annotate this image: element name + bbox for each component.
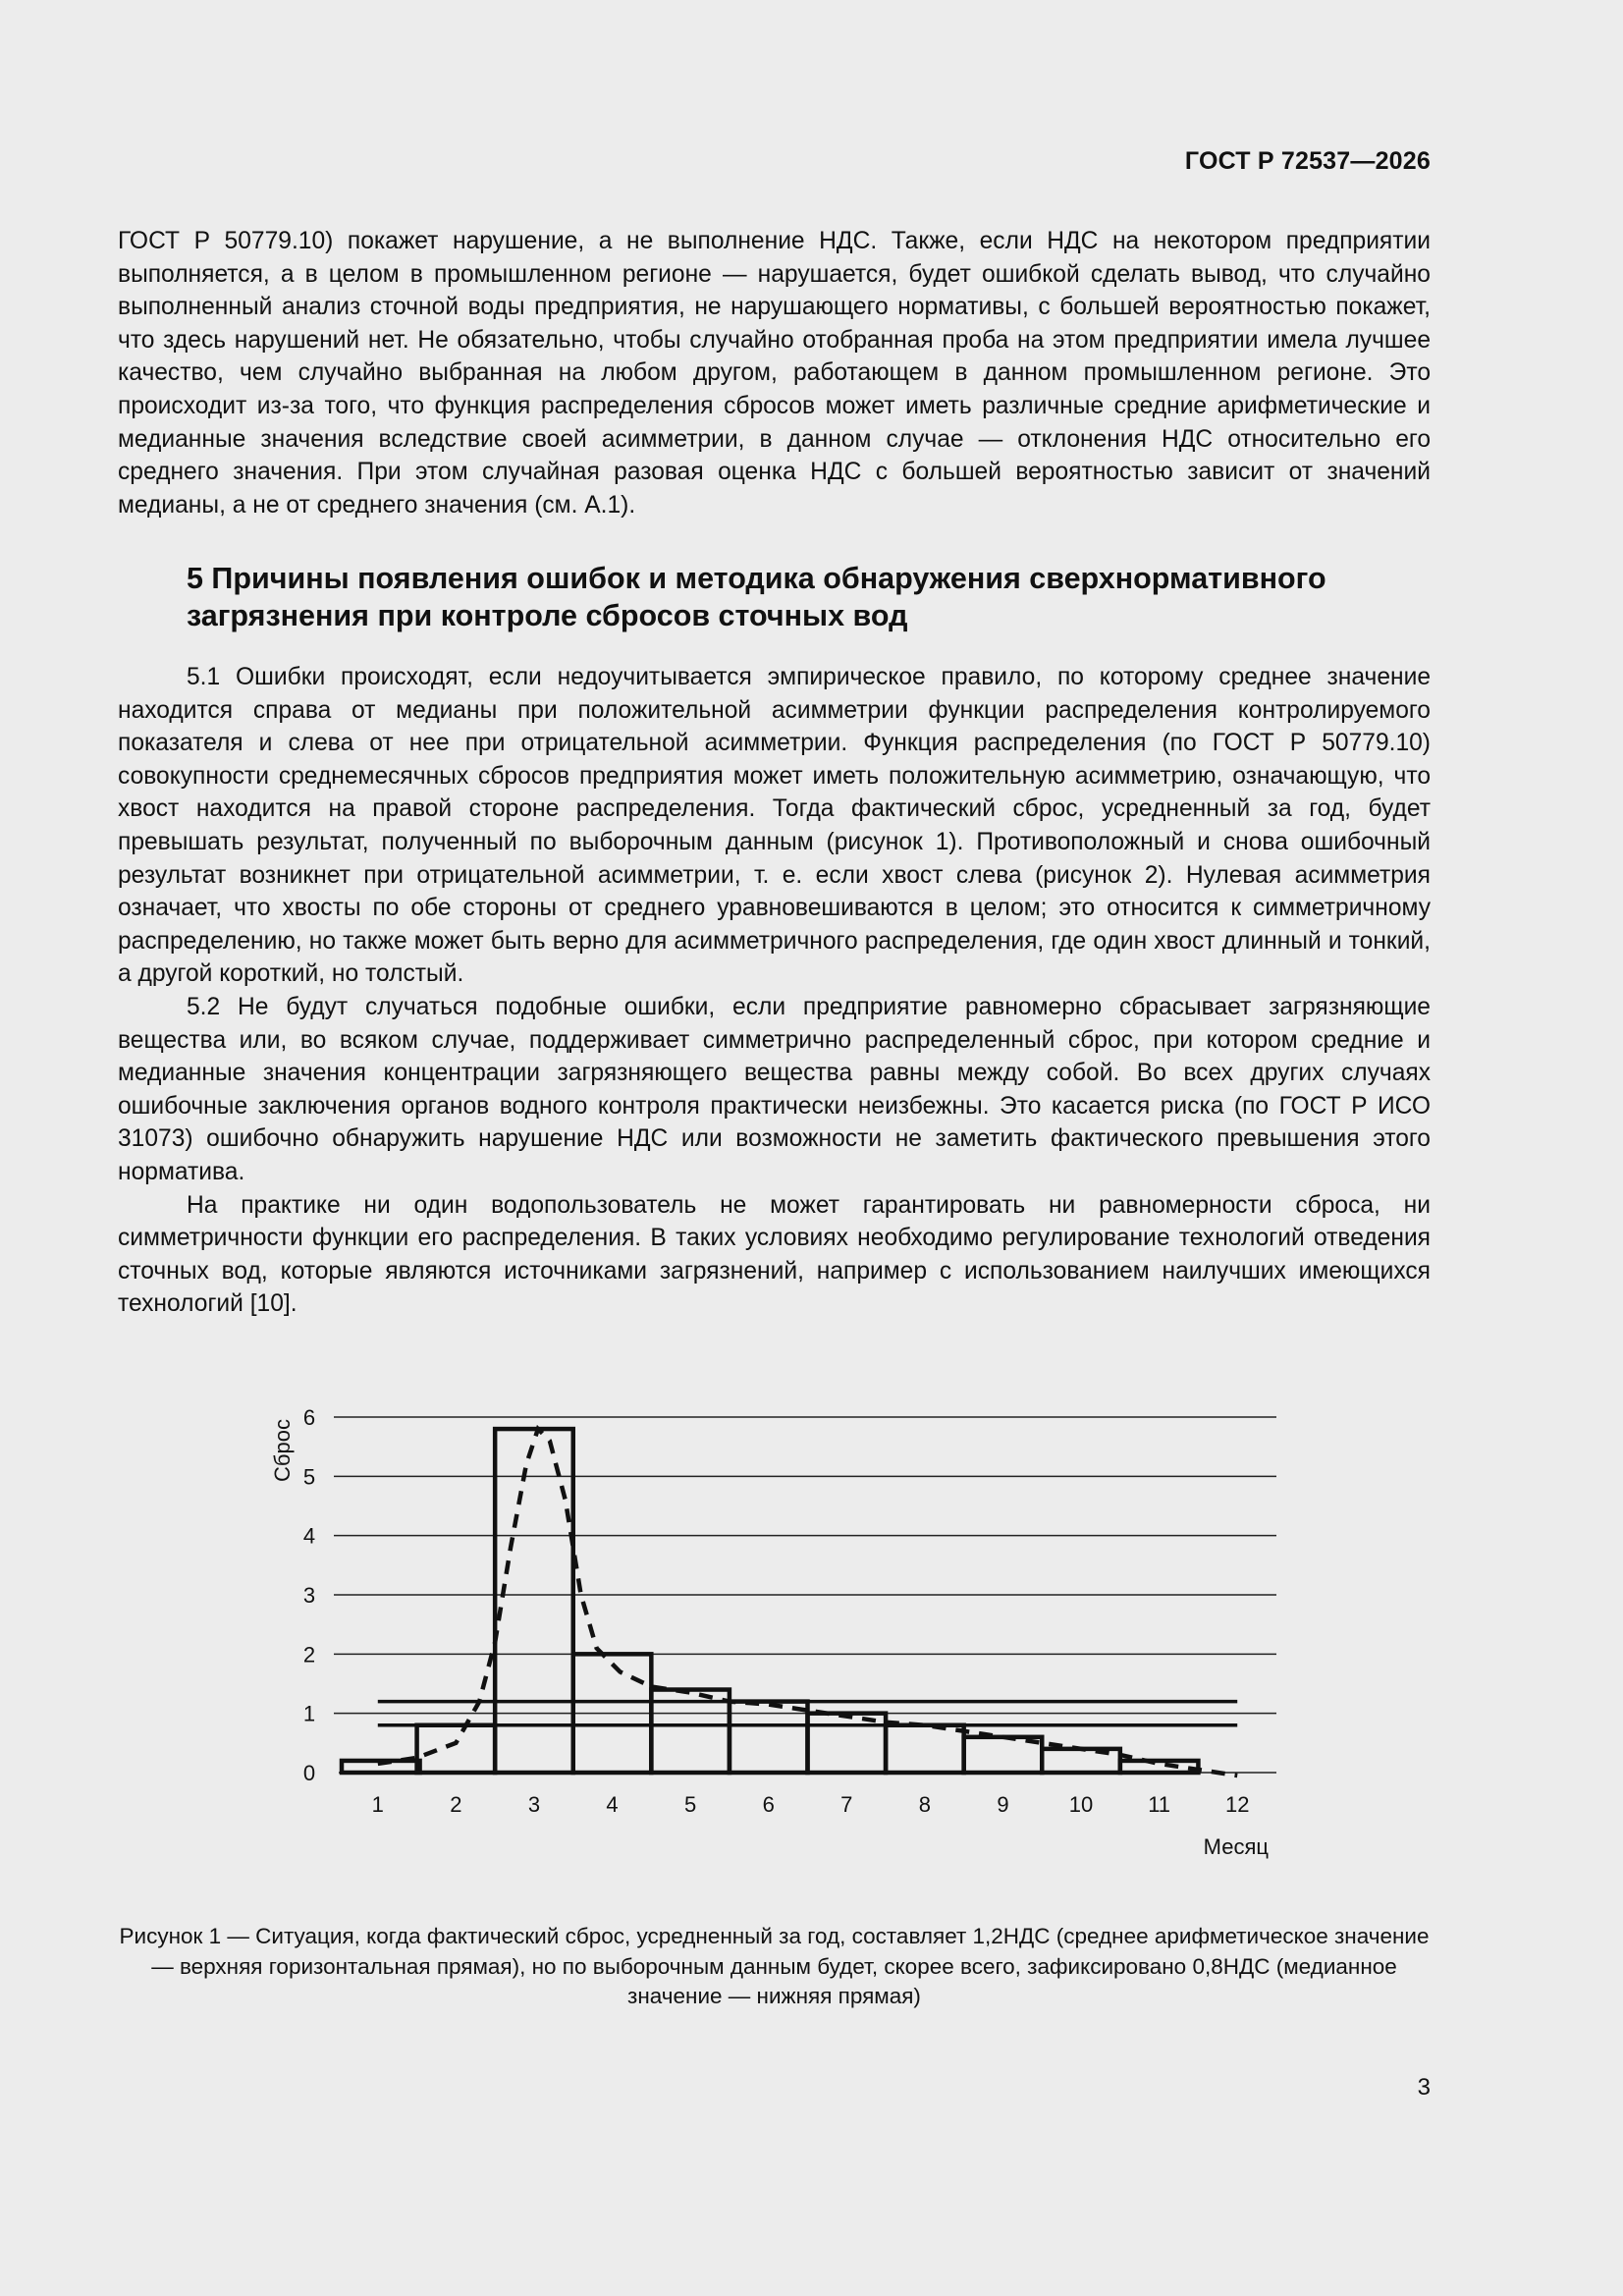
figure-caption: Рисунок 1 — Ситуация, когда фактический сброс, усредненный за год, составляет 1,2НДС (среднее арифметическое значение — верхняя горизонтальная прямая), но по выборочным данным будет, скорее всего, зафиксировано 0,8НДС (медианное значение — нижняя прямая) xyxy=(119,1924,1430,2008)
x-tick-label: 4 xyxy=(606,1792,619,1817)
document-code: ГОСТ Р 72537—2026 xyxy=(1184,147,1431,175)
y-tick-label: 1 xyxy=(302,1701,316,1726)
x-tick-label: 8 xyxy=(918,1792,931,1817)
x-tick-label: 11 xyxy=(1148,1792,1171,1817)
y-tick-label: 0 xyxy=(302,1761,316,1785)
paragraph-5-1: 5.1 Ошибки происходят, если недоучитывается эмпирическое правило, по которому среднее значение находится справа от медианы при положительной асимметрии функции распределения контролируемого показателя и слева от нее при отрицательной асимметрии. Функция распределения (по ГОСТ Р 50779.10) совокупности среднемесячных сбросов предприятия может иметь положительную асимметрию, означающую, что хвост находится на правой стороне распределения. Тогда фактический сброс, усредненный за год, будет превышать результат, полученный по выборочным данным (рисунок 1). Противоположный и снова ошибочный результат возникнет при отрицательной асимметрии, т. е. если хвост слева (рисунок 2). Нулевая асимметрия означает, что хвосты по обе стороны от среднего уравновешиваются в целом; это относится к симметричному распределению, но также может быть верно для асимметричного распределения, где один хвост длинный и тонкий, а другой короткий, но толстый. xyxy=(118,664,1431,988)
paragraph-intro: ГОСТ Р 50779.10) покажет нарушение, а не выполнение НДС. Также, если НДС на некотором предприятии выполняется, а в целом в промышленном регионе — нарушается, будет ошибкой сделать вывод, что случайно выполненный анализ сточной воды предприятия, не нарушающего нормативы, с большей вероятностью покажет, что здесь нарушений нет. Не обязательно, чтобы случайно отобранная проба на этом предприятии имела лучшее качество, чем случайно выбранная на любом другом, работающем в данном промышленном регионе. Это происходит из-за того, что функция распределения сбросов может иметь различные средние арифметические и медианные значения вследствие своей асимметрии, в данном случае — отклонения НДС относительно его среднего значения. При этом случайная разовая оценка НДС с большей вероятностью зависит от значений медианы, а не от среднего значения (см. А.1). xyxy=(118,228,1431,519)
y-axis-label: Сброс xyxy=(270,1419,295,1482)
x-tick-label: 1 xyxy=(371,1792,384,1817)
y-tick-label: 3 xyxy=(302,1583,316,1608)
bar xyxy=(495,1429,573,1773)
paragraph-5-2: 5.2 Не будут случаться подобные ошибки, если предприятие равномерно сбрасывает загрязняющие вещества или, во всяком случае, поддерживает симметрично распределенный сброс, при котором средние и медианные значения концентрации загрязняющего вещества равны между собой. Во всех других случаях ошибочные заключения органов водного контроля практически неизбежны. Это касается риска (по ГОСТ Р ИСО 31073) ошибочно обнаружить нарушение НДС или возможности не заметить фактического превышения этого норматива. xyxy=(118,993,1431,1185)
bar xyxy=(1120,1761,1199,1773)
x-axis-label: Месяц xyxy=(1203,1834,1269,1859)
section-body xyxy=(118,661,1431,1321)
bar xyxy=(730,1702,808,1773)
x-tick-label: 7 xyxy=(840,1792,853,1817)
y-tick-label: 2 xyxy=(302,1642,316,1667)
x-tick-label: 5 xyxy=(684,1792,697,1817)
y-tick-label: 5 xyxy=(302,1464,316,1490)
x-tick-label: 2 xyxy=(450,1792,462,1817)
x-tick-label: 6 xyxy=(762,1792,775,1817)
y-tick-label: 4 xyxy=(302,1523,316,1549)
page-number: 3 xyxy=(1417,2074,1431,2101)
paragraph-practice: На практике ни один водопользователь не может гарантировать ни равномерности сброса, ни симметричности функции его распределения. В таких условиях необходимо регулирование технологий отведения сточных вод, которые являются источниками загрязнений, например с использованием наилучших имеющихся технологий [10]. xyxy=(118,1191,1431,1318)
intro-paragraph xyxy=(118,225,1431,521)
x-tick-label: 10 xyxy=(1068,1792,1094,1817)
section-title: 5 Причины появления ошибок и методика обнаружения сверхнормативного загрязнения при контроле сбросов сточных вод xyxy=(187,562,1326,632)
bar xyxy=(417,1725,496,1773)
x-tick-label: 12 xyxy=(1224,1792,1250,1817)
bar xyxy=(886,1725,964,1773)
x-tick-label: 3 xyxy=(527,1792,541,1817)
figure-1 xyxy=(255,1394,1296,1876)
distribution-chart xyxy=(255,1394,1296,1876)
y-tick-label: 6 xyxy=(302,1405,316,1430)
x-tick-label: 9 xyxy=(997,1792,1009,1817)
